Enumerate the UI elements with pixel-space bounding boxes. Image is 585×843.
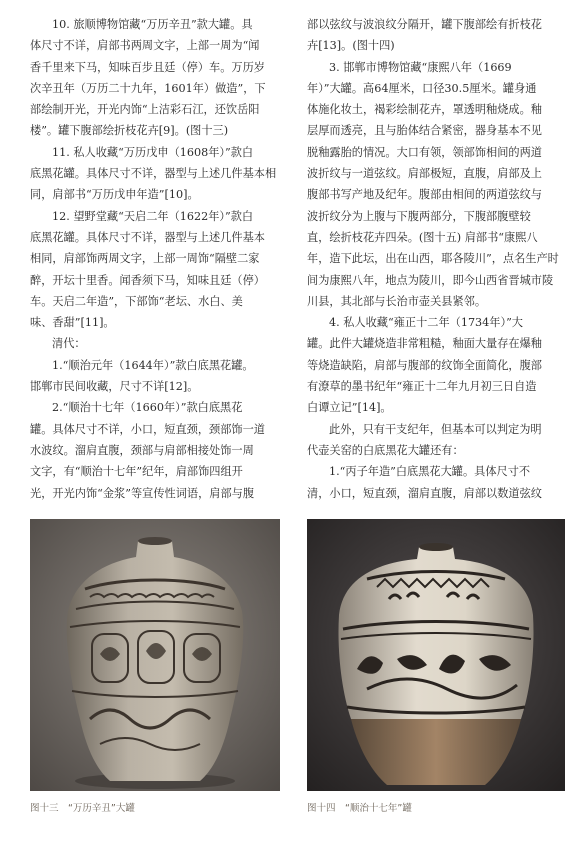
text-line: 味、香甜”[11]。 <box>30 316 115 330</box>
text-line: 白谭立记”[14]。 <box>307 401 392 415</box>
text-line: 代壶关窑的白底黑花大罐还有： <box>307 443 464 457</box>
text-line: 11. 私人收藏“万历戊申（1608年）”款白 <box>52 145 254 159</box>
text-line: 年）”大罐。高64厘米，口径30.5厘米。罐身通 <box>307 81 537 95</box>
text-line: 文字，有“顺治十七年”纪年，肩部饰四组开 <box>30 465 243 479</box>
text-line: 底黑花罐。具体尺寸不详，器型与上述几件基本 <box>30 230 265 244</box>
text-line: 等烧造缺陷，肩部与腹部的纹饰全面简化，腹部 <box>307 358 542 372</box>
text-line: 楼”。罐下腹部绘折枝花卉[9]。(图十三) <box>30 124 229 138</box>
text-line: 层厚而透亮，且与胎体结合紧密，器身基本不见 <box>307 124 542 138</box>
jar-photo-figure-14 <box>307 519 565 791</box>
text-line: 3. 邯郸市博物馆藏“康熙八年（1669 <box>329 60 512 74</box>
text-line: 12. 望野堂藏“天启二年（1622年）”款白 <box>52 209 254 223</box>
text-line: 部绘制开光，开光内饰“上洁彩石江，还饮岳阳 <box>30 103 260 117</box>
text-line: 罐。具体尺寸不详，小口，短直颈，颈部饰一道 <box>30 422 265 436</box>
text-line: 邯郸市民间收藏，尺寸不详[12]。 <box>30 380 199 394</box>
jar-image-wanli <box>30 519 280 791</box>
text-line: 光，开光内饰“金浆”等宣传性词语，肩部与腹 <box>30 486 255 500</box>
text-line: 罐。此件大罐烧造非常粗糙，釉面大量存在爆釉 <box>307 337 542 351</box>
text-line: 川县，其北部与长治市壶关县紧邻。 <box>307 294 487 308</box>
text-line: 2.“顺治十七年（1660年）”款白底黑花 <box>52 401 243 415</box>
text-line: 波折纹与一道弦纹。肩部极短，直腹，肩部及上 <box>307 167 542 181</box>
text-line: 车。天启二年造”，下部饰“老坛、水白、美 <box>30 294 243 308</box>
text-line: 1.“顺治元年（1644年）”款白底黑花罐。 <box>52 358 254 372</box>
text-line: 此外，只有干支纪年，但基本可以判定为明 <box>329 422 542 436</box>
jar-photo-figure-13 <box>30 519 280 791</box>
text-line: 直，绘折枝花卉四朵。(图十五) 肩部书“康熙八 <box>307 230 538 244</box>
text-line: 底黑花罐。具体尺寸不详，器型与上述几件基本相 <box>30 167 277 181</box>
text-line: 波折纹分为上腹与下腹两部分，下腹部腹壁较 <box>307 209 531 223</box>
text-line: 脱釉露胎的情况。大口有领，领部饰相间的两道 <box>307 145 542 159</box>
text-line: 年，造下此坛，出在山西，耶各陵川”，点名生产时 <box>307 252 559 266</box>
text-column-right <box>307 14 565 504</box>
text-line: 香千里来下马，知味百步且廷（停）车。万历岁 <box>30 60 265 74</box>
text-line: 卉[13]。(图十四) <box>307 39 395 53</box>
figure-caption-14: 图十四 “顺治十七年”罐 <box>307 803 412 814</box>
text-line: 次辛丑年（万历二十九年，1601年）做造”，下 <box>30 81 266 95</box>
text-line: 有潦草的墨书纪年“雍正十二年九月初三日自造 <box>307 380 537 394</box>
figure-caption-13: 图十三 “万历辛丑”大罐 <box>30 803 135 814</box>
text-line: 清，小口，短直颈，溜肩直腹，肩部以数道弦纹 <box>307 486 542 500</box>
text-column-left <box>30 14 288 504</box>
text-line: 10. 旅顺博物馆藏“万历辛丑”款大罐。具 <box>52 18 253 31</box>
text-line: 相同，肩部饰两周文字，上部一周饰“隔壁二家 <box>30 252 260 266</box>
text-line: 体施化妆土，褐彩绘制花卉，罩透明釉烧成。釉 <box>307 103 542 117</box>
text-line: 腹部书写产地及纪年。腹部由相间的两道弦纹与 <box>307 188 542 202</box>
text-line: 清代： <box>52 337 86 351</box>
text-line: 水波纹。溜肩直腹，颈部与肩部相接处饰一周 <box>30 443 254 457</box>
text-line: 体尺寸不详，肩部书两周文字，上部一周为“闻 <box>30 39 260 53</box>
text-line: 醉，开坛十里香。闻香须下马，知味且廷（停） <box>30 273 265 287</box>
jar-image-shunzhi <box>307 519 565 791</box>
text-line: 同，肩部书“万历戊申年造”[10]。 <box>30 188 199 202</box>
text-line: 1.“丙子年造”白底黑花大罐。具体尺寸不 <box>329 465 531 479</box>
text-line: 间为康熙八年，地点为陵川，即今山西省晋城市陵 <box>307 273 554 287</box>
text-line: 部以弦纹与波浪纹分隔开，罐下腹部绘有折枝花 <box>307 18 542 31</box>
text-line: 4. 私人收藏“雍正十二年（1734年）”大 <box>329 316 523 330</box>
